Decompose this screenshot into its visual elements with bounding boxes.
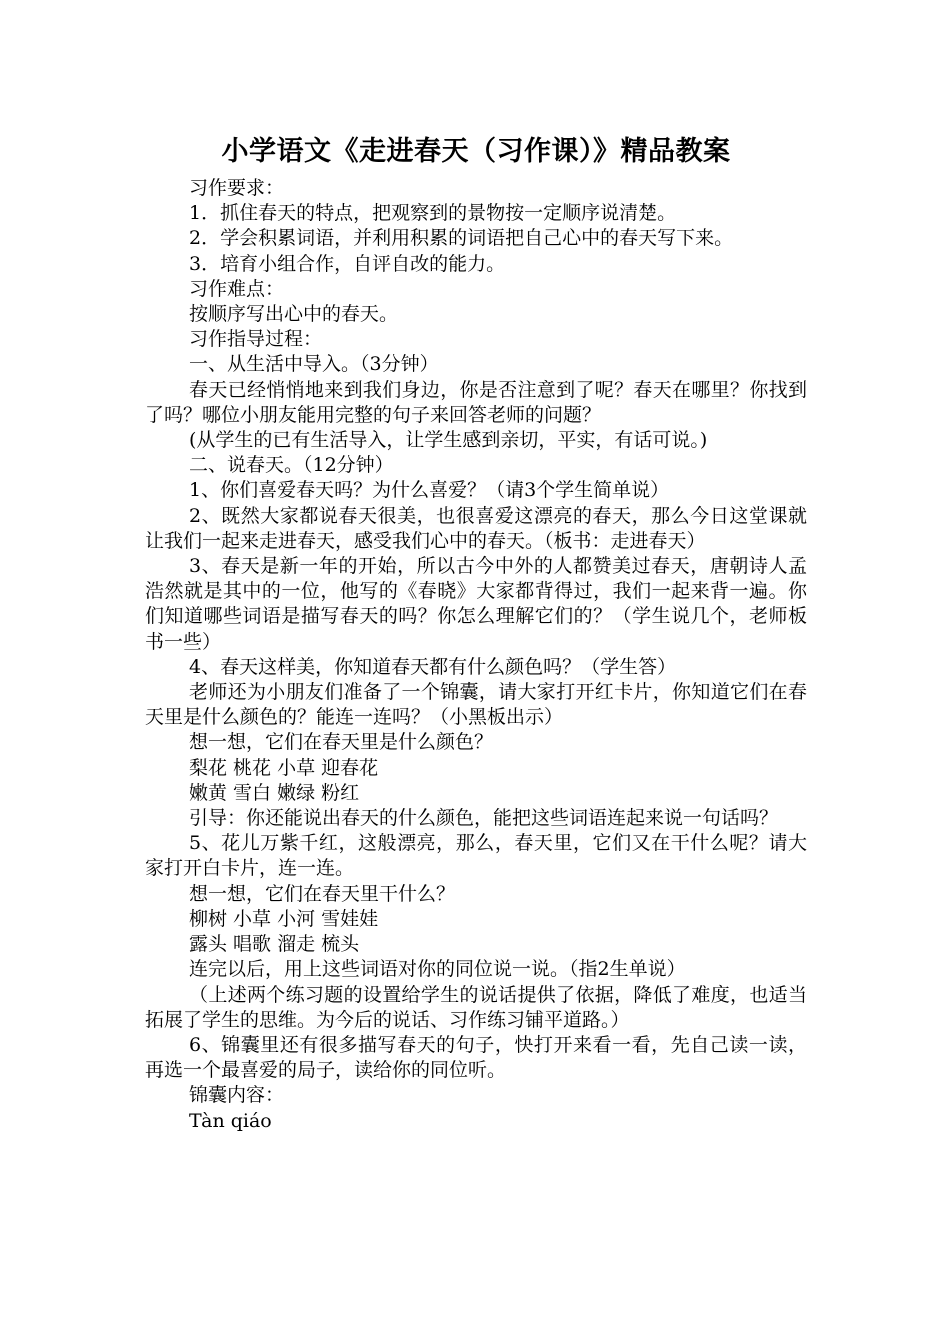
paragraph-section-1-body: 春天已经悄悄地来到我们身边，你是否注意到了呢？春天在哪里？你找到了吗？哪位小朋友能用完整的句子来回答老师的问题？ <box>145 378 807 426</box>
paragraph-red-card: 老师还为小朋友们准备了一个锦囊，请大家打开红卡片，你知道它们在春天里是什么颜色的？能连一连吗？（小黑板出示） <box>145 681 807 729</box>
paragraph-exercise-note: （上述两个练习题的设置给学生的说话提供了依据，降低了难度，也适当拓展了学生的思维。为今后的说话、习作练习铺平道路。） <box>145 983 807 1031</box>
paragraph-requirement-2: 2．学会积累词语，并利用积累的词语把自己心中的春天写下来。 <box>189 227 734 250</box>
document-page <box>145 130 807 1134</box>
paragraph-guide: 引导：你还能说出春天的什么颜色，能把这些词语连起来说一句话吗？ <box>189 807 779 830</box>
paragraph-pinyin: Tàn qiáo <box>189 1109 272 1132</box>
paragraph-section-2-heading: 二、说春天。（12分钟） <box>189 454 394 477</box>
paragraph-bag-contents: 锦囊内容： <box>189 1084 285 1107</box>
paragraph-color-words: 嫩黄 雪白 嫩绿 粉红 <box>189 781 360 804</box>
document-title: 小学语文《走进春天（习作课）》精品教案 <box>221 136 731 167</box>
paragraph-requirement-3: 3．培育小组合作，自评自改的能力。 <box>189 252 506 275</box>
paragraph-action-items: 柳树 小草 小河 雪娃娃 <box>189 907 379 930</box>
paragraph-process-heading: 习作指导过程： <box>189 328 323 351</box>
paragraph-step-2: 2、既然大家都说春天很美，也很喜爱这漂亮的春天，那么今日这堂课就让我们一起来走进春天，感受我们心中的春天。（板书：走进春天） <box>145 504 807 552</box>
paragraph-difficulty: 按顺序写出心中的春天。 <box>189 303 399 326</box>
paragraph-step-6: 6、锦囊里还有很多描写春天的句子，快打开来看一看，先自己读一读，再选一个最喜爱的局子，读给你的同位听。 <box>145 1033 807 1082</box>
paragraph-section-1-note: (从学生的已有生活导入，让学生感到亲切，平实，有话可说。) <box>189 429 708 452</box>
paragraph-color-items: 梨花 桃花 小草 迎春花 <box>189 756 379 779</box>
paragraph-section-1-heading: 一、从生活中导入。（3分钟） <box>189 353 439 376</box>
paragraph-requirements-heading: 习作要求： <box>189 177 285 199</box>
paragraph-step-5: 5、花儿万紫千红，这般漂亮，那么，春天里，它们又在干什么呢？请大家打开白卡片，连一连。 <box>145 832 807 880</box>
paragraph-step-3: 3、春天是新一年的开始，所以古今中外的人都赞美过春天，唐朝诗人孟浩然就是其中的一位，他写的《春晓》大家都背得过，我们一起来背一遍。你们知道哪些词语是描写春天的吗？你怎么理解它们的？（学生说几个，老师板书一些） <box>145 555 807 653</box>
paragraph-action-question: 想一想，它们在春天里干什么？ <box>189 882 456 905</box>
paragraph-step-4: 4、春天这样美，你知道春天都有什么颜色吗？（学生答） <box>189 655 677 678</box>
paragraph-step-1: 1、你们喜爱春天吗？为什么喜爱？（请3个学生简单说） <box>189 479 670 502</box>
paragraph-pair-talk: 连完以后，用上这些词语对你的同位说一说。（指2生单说） <box>189 958 686 981</box>
paragraph-difficulty-heading: 习作难点： <box>189 277 285 300</box>
paragraph-action-words: 露头 唱歌 溜走 梳头 <box>189 933 360 956</box>
paragraph-requirement-1: 1．抓住春天的特点，把观察到的景物按一定顺序说清楚。 <box>189 202 677 225</box>
paragraph-color-question: 想一想，它们在春天里是什么颜色？ <box>189 731 494 754</box>
